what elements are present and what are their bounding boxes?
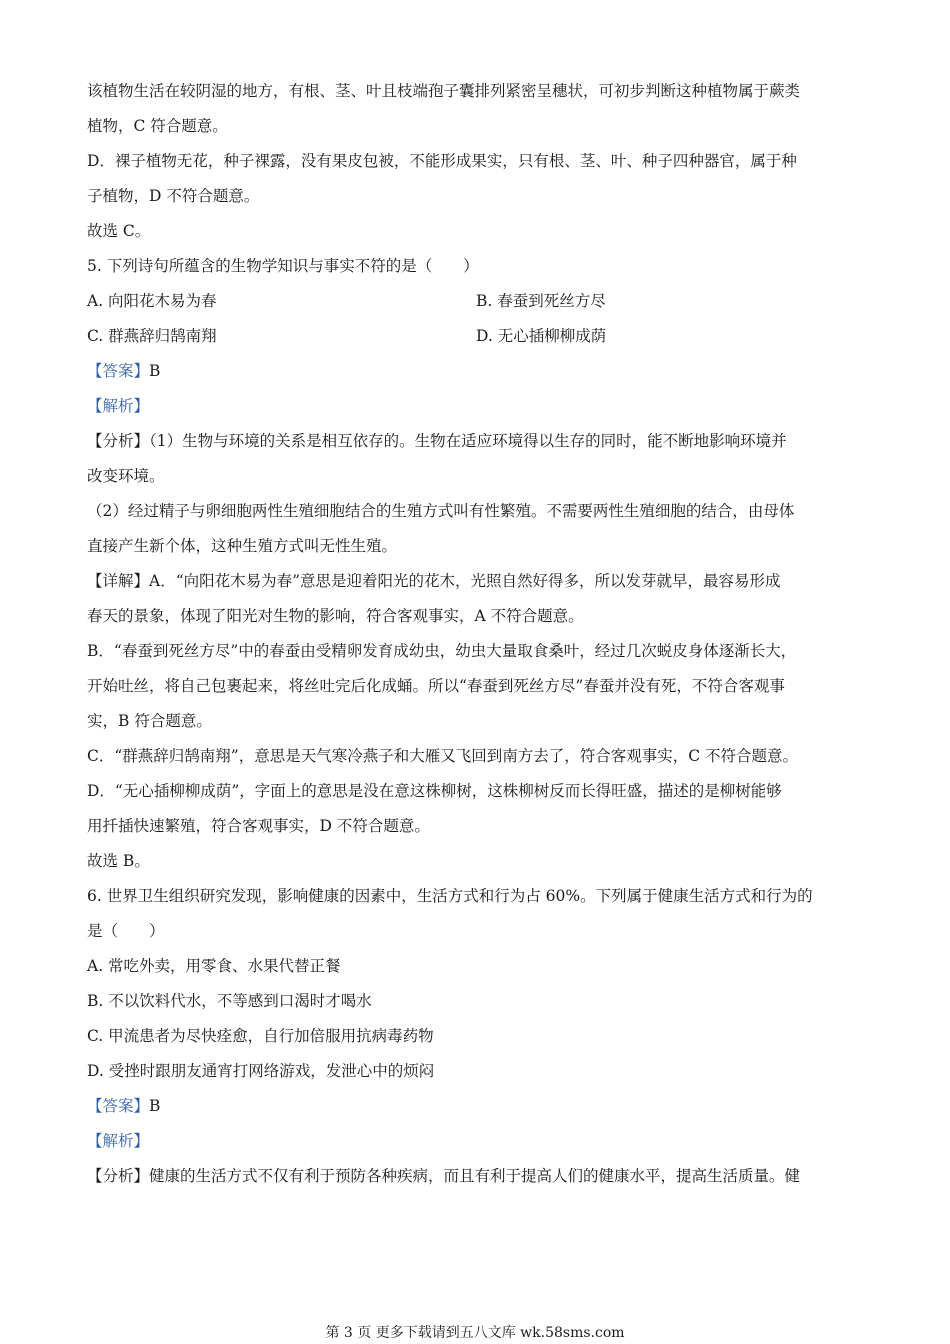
question-6-stem: 6. 世界卫生组织研究发现，影响健康的因素中，生活方式和行为占 60%。下列属于健康生活方式和行为的 — [87, 887, 813, 905]
option-b: B. 不以饮料代水，不等感到口渴时才喝水 — [87, 992, 372, 1010]
xiangjie-tag: 【详解】 — [87, 572, 150, 590]
xiangjie-line — [87, 564, 867, 599]
text-line: C．“群燕辞归鹄南翔”，意思是天气寒冷燕子和大雁又飞回到南方去了，符合客观事实，C 不符合题意。 — [87, 747, 798, 765]
fenxi-line — [87, 424, 867, 459]
question-5-options-row-1 — [87, 284, 867, 319]
analysis-line — [87, 1124, 867, 1159]
answer-line — [87, 1089, 867, 1124]
page-footer: 第 3 页 更多下载请到五八文库 wk.58sms.com — [325, 1325, 625, 1341]
fenxi-tag: 【分析】 — [87, 432, 150, 450]
option-c: C. 甲流患者为尽快痊愈，自行加倍服用抗病毒药物 — [87, 1027, 434, 1045]
text-line: 实，B 符合题意。 — [87, 712, 212, 730]
option-d: D. 受挫时跟朋友通宵打网络游戏，发泄心中的烦闷 — [87, 1062, 435, 1080]
option-d: D. 无心插柳柳成荫 — [476, 327, 607, 345]
answer-value: B — [149, 1097, 161, 1115]
text-line: 春天的景象，体现了阳光对生物的影响，符合客观事实，A 不符合题意。 — [87, 607, 584, 625]
xiangjie-text: A．“向阳花木易为春”意思是迎着阳光的花木，光照自然好得多，所以发芽就早，最容易形成 — [149, 572, 781, 590]
text-line: D．“无心插柳柳成荫”，字面上的意思是没在意这株柳树，这株柳树反而长得旺盛，描述的是柳树能够 — [87, 782, 782, 800]
question-5-options-row-2 — [87, 319, 867, 354]
text-line: 用扦插快速繁殖，符合客观事实，D 不符合题意。 — [87, 817, 430, 835]
answer-line — [87, 354, 867, 389]
option-a: A. 常吃外卖，用零食、水果代替正餐 — [87, 957, 341, 975]
fenxi-tag: 【分析】 — [87, 1167, 150, 1185]
answer-tag: 【答案】 — [87, 1097, 150, 1115]
text-line: B．“春蚕到死丝方尽”中的春蚕由受精卵发育成幼虫，幼虫大量取食桑叶，经过几次蜕皮身体逐渐长大， — [87, 642, 797, 660]
question-5-stem: 5. 下列诗句所蕴含的生物学知识与事实不符的是（ ） — [87, 257, 479, 275]
text-line: 故选 C。 — [87, 222, 151, 240]
option-c: C. 群燕辞归鹄南翔 — [87, 327, 217, 345]
text-line: 子植物，D 不符合题意。 — [87, 187, 260, 205]
analysis-tag: 【解析】 — [87, 1132, 150, 1150]
document-body — [87, 74, 867, 1194]
text-line: D．裸子植物无花，种子裸露，没有果皮包被，不能形成果实，只有根、茎、叶、种子四种器官，属于种 — [87, 152, 797, 170]
text-line: 该植物生活在较阴湿的地方，有根、茎、叶且枝端孢子囊排列紧密呈穗状，可初步判断这种植物属于蕨类 — [87, 82, 801, 100]
text-line: （2）经过精子与卵细胞两性生殖细胞结合的生殖方式叫有性繁殖。不需要两性生殖细胞的结合，由母体 — [87, 502, 795, 520]
answer-tag: 【答案】 — [87, 362, 150, 380]
option-b: B. 春蚕到死丝方尽 — [476, 292, 606, 310]
answer-value: B — [149, 362, 161, 380]
choose-line: 故选 B。 — [87, 852, 150, 870]
question-6-stem-cont: 是（ ） — [87, 922, 165, 940]
text-line: 直接产生新个体，这种生殖方式叫无性生殖。 — [87, 537, 398, 555]
analysis-line — [87, 389, 867, 424]
analysis-tag: 【解析】 — [87, 397, 150, 415]
fenxi-text: （1）生物与环境的关系是相互依存的。生物在适应环境得以生存的同时，能不断地影响环境并 — [149, 432, 787, 450]
text-line: 植物，C 符合题意。 — [87, 117, 228, 135]
text-line: 开始吐丝，将自己包裹起来，将丝吐完后化成蛹。所以“春蚕到死丝方尽”春蚕并没有死，不符合客观事 — [87, 677, 785, 695]
text-line: 改变环境。 — [87, 467, 165, 485]
fenxi-text: 健康的生活方式不仅有利于预防各种疾病，而且有利于提高人们的健康水平，提高生活质量。健 — [149, 1167, 801, 1185]
fenxi-line — [87, 1159, 867, 1194]
option-a: A. 向阳花木易为春 — [87, 292, 217, 310]
